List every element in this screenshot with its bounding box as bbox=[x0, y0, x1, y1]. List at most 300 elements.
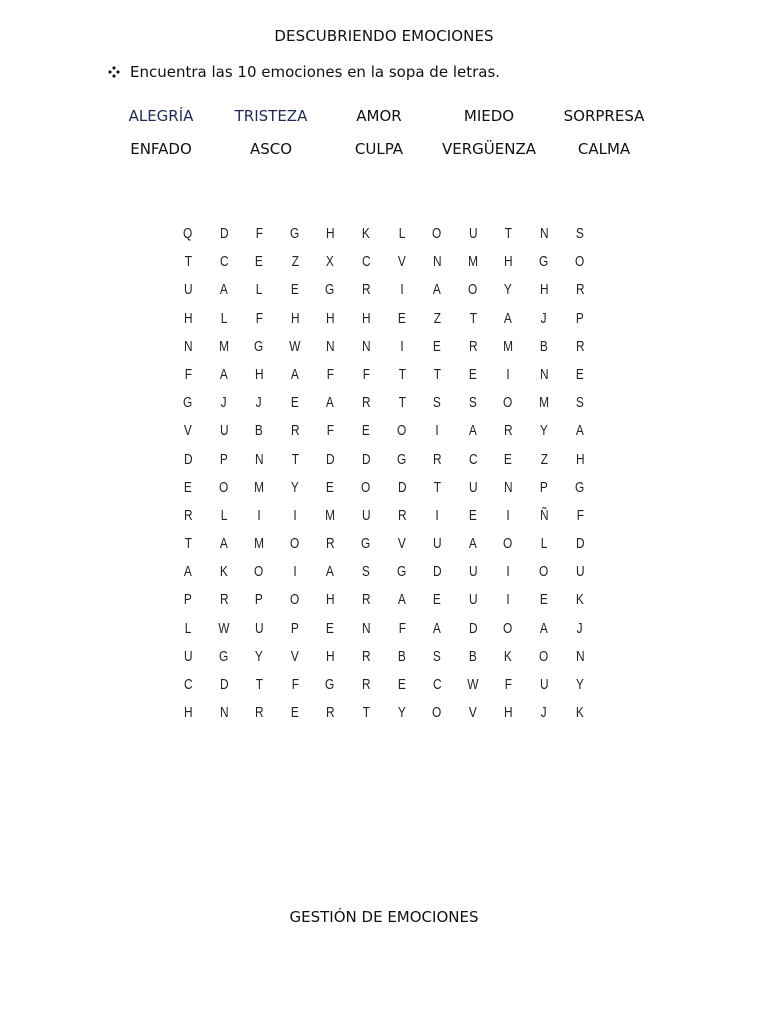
grid-cell[interactable] bbox=[498, 673, 518, 697]
grid-letter: S bbox=[576, 226, 584, 242]
word-bank-row-2 bbox=[0, 140, 768, 160]
instruction-text: Encuentra las 10 emociones en la sopa de letras. bbox=[130, 63, 501, 81]
grid-cell[interactable] bbox=[498, 504, 518, 528]
grid-letter: G bbox=[397, 451, 407, 468]
grid-cell[interactable] bbox=[534, 560, 554, 584]
grid-cell[interactable] bbox=[320, 701, 340, 725]
grid-cell[interactable] bbox=[320, 278, 340, 302]
grid-cell[interactable] bbox=[356, 588, 376, 612]
grid-cell[interactable] bbox=[285, 701, 305, 725]
grid-cell[interactable] bbox=[356, 448, 376, 472]
grid-cell[interactable] bbox=[570, 532, 590, 556]
grid-cell[interactable] bbox=[534, 476, 554, 500]
grid-letter: W bbox=[289, 338, 301, 355]
grid-cell[interactable] bbox=[427, 335, 447, 359]
grid-cell[interactable] bbox=[214, 504, 234, 528]
grid-cell[interactable] bbox=[427, 588, 447, 612]
grid-letter: N bbox=[219, 705, 229, 722]
grid-letter: M bbox=[254, 536, 264, 553]
grid-letter: I bbox=[506, 564, 510, 581]
grid-cell[interactable] bbox=[498, 560, 518, 584]
grid-cell[interactable] bbox=[534, 588, 554, 612]
grid-row bbox=[170, 476, 600, 504]
grid-cell[interactable] bbox=[463, 307, 483, 331]
grid-cell[interactable] bbox=[570, 250, 590, 274]
grid-letter: D bbox=[361, 451, 371, 468]
grid-cell[interactable] bbox=[285, 617, 305, 641]
grid-cell[interactable] bbox=[498, 588, 518, 612]
grid-cell[interactable] bbox=[392, 701, 412, 725]
grid-letter: U bbox=[539, 677, 549, 693]
page-title: DESCUBRIENDO EMOCIONES bbox=[274, 27, 494, 45]
grid-cell[interactable] bbox=[570, 504, 590, 528]
grid-letter: F bbox=[184, 366, 192, 383]
grid-cell[interactable] bbox=[570, 560, 590, 584]
grid-cell[interactable] bbox=[392, 673, 412, 697]
grid-cell[interactable] bbox=[463, 335, 483, 359]
grid-cell[interactable] bbox=[214, 335, 234, 359]
grid-cell[interactable] bbox=[498, 278, 518, 302]
grid-cell[interactable] bbox=[570, 363, 590, 387]
grid-letter: H bbox=[325, 226, 335, 242]
grid-cell[interactable] bbox=[534, 278, 554, 302]
grid-cell[interactable] bbox=[534, 250, 554, 274]
grid-cell[interactable] bbox=[178, 588, 198, 612]
grid-cell[interactable] bbox=[214, 588, 234, 612]
grid-cell[interactable] bbox=[320, 335, 340, 359]
grid-cell[interactable] bbox=[534, 335, 554, 359]
grid-cell[interactable] bbox=[285, 673, 305, 697]
grid-letter: T bbox=[504, 226, 512, 242]
grid-cell[interactable] bbox=[320, 448, 340, 472]
grid-cell[interactable] bbox=[285, 504, 305, 528]
grid-cell[interactable] bbox=[249, 278, 269, 302]
grid-cell[interactable] bbox=[356, 476, 376, 500]
word-calma: CALMA bbox=[577, 140, 631, 158]
grid-cell[interactable] bbox=[356, 250, 376, 274]
grid-letter: R bbox=[183, 507, 193, 524]
grid-cell[interactable] bbox=[427, 448, 447, 472]
grid-letter: F bbox=[255, 226, 263, 242]
grid-cell[interactable] bbox=[249, 476, 269, 500]
grid-cell[interactable] bbox=[285, 476, 305, 500]
grid-cell[interactable] bbox=[463, 250, 483, 274]
grid-cell[interactable] bbox=[427, 307, 447, 331]
grid-cell[interactable] bbox=[249, 645, 269, 669]
grid-letter: L bbox=[255, 282, 263, 299]
grid-cell[interactable] bbox=[178, 391, 198, 415]
grid-cell[interactable] bbox=[320, 391, 340, 415]
grid-cell[interactable] bbox=[463, 278, 483, 302]
grid-letter: C bbox=[219, 254, 229, 271]
grid-letter: C bbox=[183, 677, 193, 693]
grid-letter: I bbox=[435, 423, 439, 440]
grid-cell[interactable] bbox=[285, 448, 305, 472]
grid-cell[interactable] bbox=[534, 448, 554, 472]
grid-letter: E bbox=[326, 620, 334, 637]
grid-cell[interactable] bbox=[534, 673, 554, 697]
word-alegria: ALEGRÍA bbox=[128, 107, 194, 125]
grid-cell[interactable] bbox=[214, 476, 234, 500]
grid-cell[interactable] bbox=[249, 673, 269, 697]
grid-cell[interactable] bbox=[463, 419, 483, 443]
grid-cell[interactable] bbox=[427, 363, 447, 387]
grid-letter: I bbox=[435, 507, 439, 524]
grid-cell[interactable] bbox=[214, 278, 234, 302]
grid-letter: O bbox=[432, 705, 442, 722]
grid-cell[interactable] bbox=[570, 701, 590, 725]
grid-cell[interactable] bbox=[178, 363, 198, 387]
grid-cell[interactable] bbox=[249, 504, 269, 528]
grid-letter: H bbox=[325, 592, 335, 609]
grid-cell[interactable] bbox=[285, 307, 305, 331]
grid-cell[interactable] bbox=[392, 419, 412, 443]
grid-cell[interactable] bbox=[463, 448, 483, 472]
grid-cell[interactable] bbox=[427, 391, 447, 415]
grid-letter: N bbox=[361, 338, 371, 355]
grid-letter: Y bbox=[576, 677, 584, 693]
grid-cell[interactable] bbox=[534, 617, 554, 641]
grid-cell[interactable] bbox=[356, 701, 376, 725]
grid-cell[interactable] bbox=[534, 391, 554, 415]
grid-cell[interactable] bbox=[534, 363, 554, 387]
grid-cell[interactable] bbox=[320, 560, 340, 584]
grid-letter: N bbox=[432, 254, 442, 271]
grid-cell[interactable] bbox=[178, 419, 198, 443]
grid-cell[interactable] bbox=[285, 222, 305, 246]
grid-cell[interactable] bbox=[392, 448, 412, 472]
grid-cell[interactable] bbox=[178, 617, 198, 641]
grid-cell[interactable] bbox=[427, 617, 447, 641]
grid-cell[interactable] bbox=[392, 645, 412, 669]
grid-letter: A bbox=[504, 310, 512, 327]
grid-letter: N bbox=[539, 226, 549, 242]
grid-cell[interactable] bbox=[285, 335, 305, 359]
grid-cell[interactable] bbox=[356, 532, 376, 556]
grid-letter: P bbox=[184, 592, 192, 609]
grid-cell[interactable] bbox=[392, 391, 412, 415]
grid-cell[interactable] bbox=[214, 560, 234, 584]
grid-letter: O bbox=[539, 564, 549, 581]
grid-cell[interactable] bbox=[249, 391, 269, 415]
grid-row bbox=[170, 588, 600, 616]
grid-cell[interactable] bbox=[463, 588, 483, 612]
grid-cell[interactable] bbox=[178, 532, 198, 556]
grid-cell[interactable] bbox=[214, 363, 234, 387]
grid-cell[interactable] bbox=[320, 617, 340, 641]
grid-cell[interactable] bbox=[427, 278, 447, 302]
grid-cell[interactable] bbox=[392, 222, 412, 246]
grid-cell[interactable] bbox=[356, 560, 376, 584]
grid-cell[interactable] bbox=[463, 222, 483, 246]
grid-letter: D bbox=[432, 564, 442, 581]
grid-cell[interactable] bbox=[534, 222, 554, 246]
grid-letter: V bbox=[184, 423, 192, 440]
grid-cell[interactable] bbox=[427, 560, 447, 584]
grid-letter: E bbox=[398, 677, 406, 693]
grid-cell[interactable] bbox=[392, 617, 412, 641]
grid-letter: T bbox=[184, 254, 192, 271]
grid-cell[interactable] bbox=[320, 476, 340, 500]
grid-cell[interactable] bbox=[249, 419, 269, 443]
grid-letter: R bbox=[397, 507, 407, 524]
grid-cell[interactable] bbox=[463, 617, 483, 641]
grid-cell[interactable] bbox=[320, 532, 340, 556]
grid-letter: C bbox=[432, 677, 442, 693]
grid-cell[interactable] bbox=[463, 560, 483, 584]
grid-cell[interactable] bbox=[570, 335, 590, 359]
grid-cell[interactable] bbox=[249, 335, 269, 359]
grid-cell[interactable] bbox=[498, 617, 518, 641]
grid-cell[interactable] bbox=[249, 307, 269, 331]
grid-letter: O bbox=[290, 592, 300, 609]
grid-cell[interactable] bbox=[570, 476, 590, 500]
grid-cell[interactable] bbox=[356, 645, 376, 669]
grid-letter: W bbox=[467, 677, 479, 693]
grid-cell[interactable] bbox=[427, 504, 447, 528]
grid-cell[interactable] bbox=[249, 532, 269, 556]
grid-letter: M bbox=[503, 338, 513, 355]
grid-cell[interactable] bbox=[356, 617, 376, 641]
grid-letter: I bbox=[506, 507, 510, 524]
grid-letter: A bbox=[184, 564, 192, 581]
grid-cell[interactable] bbox=[498, 448, 518, 472]
grid-cell[interactable] bbox=[356, 673, 376, 697]
grid-cell[interactable] bbox=[178, 476, 198, 500]
grid-row bbox=[170, 532, 600, 560]
grid-cell[interactable] bbox=[498, 701, 518, 725]
word-sorpresa: SORPRESA bbox=[563, 107, 645, 125]
grid-cell[interactable] bbox=[570, 391, 590, 415]
grid-cell[interactable] bbox=[534, 504, 554, 528]
grid-cell[interactable] bbox=[214, 701, 234, 725]
grid-cell[interactable] bbox=[249, 588, 269, 612]
grid-cell[interactable] bbox=[570, 278, 590, 302]
grid-cell[interactable] bbox=[534, 532, 554, 556]
grid-cell[interactable] bbox=[356, 504, 376, 528]
grid-cell[interactable] bbox=[178, 504, 198, 528]
grid-cell[interactable] bbox=[178, 701, 198, 725]
grid-cell[interactable] bbox=[285, 250, 305, 274]
grid-letter: K bbox=[576, 592, 584, 609]
grid-cell[interactable] bbox=[356, 363, 376, 387]
grid-cell[interactable] bbox=[427, 645, 447, 669]
grid-cell[interactable] bbox=[214, 391, 234, 415]
grid-cell[interactable] bbox=[570, 448, 590, 472]
grid-cell[interactable] bbox=[392, 504, 412, 528]
grid-cell[interactable] bbox=[570, 673, 590, 697]
grid-cell[interactable] bbox=[498, 363, 518, 387]
grid-cell[interactable] bbox=[214, 419, 234, 443]
grid-cell[interactable] bbox=[498, 222, 518, 246]
grid-cell[interactable] bbox=[392, 588, 412, 612]
grid-cell[interactable] bbox=[356, 391, 376, 415]
instruction bbox=[107, 63, 500, 81]
grid-letter: M bbox=[254, 479, 264, 496]
grid-cell[interactable] bbox=[392, 363, 412, 387]
grid-cell[interactable] bbox=[570, 419, 590, 443]
grid-cell[interactable] bbox=[392, 560, 412, 584]
grid-letter: E bbox=[362, 423, 370, 440]
grid-cell[interactable] bbox=[320, 673, 340, 697]
grid-cell[interactable] bbox=[178, 335, 198, 359]
grid-cell[interactable] bbox=[427, 222, 447, 246]
grid-cell[interactable] bbox=[498, 391, 518, 415]
grid-cell[interactable] bbox=[392, 335, 412, 359]
grid-cell[interactable] bbox=[249, 560, 269, 584]
grid-letter: C bbox=[361, 254, 371, 271]
grid-cell[interactable] bbox=[285, 645, 305, 669]
grid-cell[interactable] bbox=[463, 645, 483, 669]
grid-cell[interactable] bbox=[285, 391, 305, 415]
grid-cell[interactable] bbox=[356, 335, 376, 359]
grid-cell[interactable] bbox=[214, 448, 234, 472]
grid-letter: G bbox=[325, 282, 335, 299]
grid-letter: F bbox=[255, 310, 263, 327]
grid-cell[interactable] bbox=[392, 307, 412, 331]
grid-letter: U bbox=[468, 226, 478, 242]
grid-cell[interactable] bbox=[498, 307, 518, 331]
grid-letter: T bbox=[362, 705, 370, 722]
grid-cell[interactable] bbox=[534, 419, 554, 443]
grid-letter: O bbox=[219, 479, 229, 496]
grid-letter: I bbox=[293, 507, 297, 524]
grid-cell[interactable] bbox=[498, 645, 518, 669]
grid-cell[interactable] bbox=[534, 307, 554, 331]
grid-cell[interactable] bbox=[214, 617, 234, 641]
grid-cell[interactable] bbox=[463, 504, 483, 528]
grid-letter: M bbox=[325, 507, 335, 524]
grid-letter: U bbox=[468, 592, 478, 609]
grid-cell[interactable] bbox=[285, 588, 305, 612]
grid-cell[interactable] bbox=[178, 307, 198, 331]
grid-letter: E bbox=[504, 451, 512, 468]
grid-cell[interactable] bbox=[320, 363, 340, 387]
grid-cell[interactable] bbox=[427, 419, 447, 443]
grid-cell[interactable] bbox=[178, 448, 198, 472]
grid-cell[interactable] bbox=[427, 532, 447, 556]
grid-cell[interactable] bbox=[249, 701, 269, 725]
grid-cell[interactable] bbox=[214, 307, 234, 331]
grid-cell[interactable] bbox=[427, 476, 447, 500]
grid-row bbox=[170, 307, 600, 335]
grid-row bbox=[170, 448, 600, 476]
grid-cell[interactable] bbox=[178, 560, 198, 584]
grid-letter: R bbox=[325, 705, 335, 722]
grid-letter: Y bbox=[291, 479, 299, 496]
grid-letter: R bbox=[468, 338, 478, 355]
grid-cell[interactable] bbox=[320, 645, 340, 669]
grid-cell[interactable] bbox=[392, 278, 412, 302]
grid-cell[interactable] bbox=[320, 504, 340, 528]
grid-letter: O bbox=[432, 226, 442, 242]
grid-cell[interactable] bbox=[249, 448, 269, 472]
grid-letter: S bbox=[362, 564, 370, 581]
grid-cell[interactable] bbox=[570, 617, 590, 641]
grid-cell[interactable] bbox=[534, 645, 554, 669]
grid-cell[interactable] bbox=[570, 588, 590, 612]
grid-cell[interactable] bbox=[320, 419, 340, 443]
grid-cell[interactable] bbox=[463, 363, 483, 387]
grid-cell[interactable] bbox=[249, 250, 269, 274]
grid-letter: R bbox=[254, 705, 264, 722]
word-culpa: CULPA bbox=[354, 140, 404, 158]
grid-cell[interactable] bbox=[498, 532, 518, 556]
grid-cell[interactable] bbox=[392, 250, 412, 274]
grid-cell[interactable] bbox=[427, 673, 447, 697]
grid-cell[interactable] bbox=[214, 645, 234, 669]
grid-cell[interactable] bbox=[498, 335, 518, 359]
grid-cell[interactable] bbox=[570, 645, 590, 669]
grid-cell[interactable] bbox=[178, 278, 198, 302]
grid-cell[interactable] bbox=[249, 363, 269, 387]
grid-letter: A bbox=[433, 282, 441, 299]
grid-letter: T bbox=[469, 310, 477, 327]
grid-cell[interactable] bbox=[249, 222, 269, 246]
grid-cell[interactable] bbox=[356, 419, 376, 443]
grid-cell[interactable] bbox=[427, 701, 447, 725]
grid-letter: Y bbox=[504, 282, 512, 299]
grid-cell[interactable] bbox=[498, 476, 518, 500]
grid-cell[interactable] bbox=[570, 222, 590, 246]
grid-cell[interactable] bbox=[285, 532, 305, 556]
grid-cell[interactable] bbox=[178, 645, 198, 669]
grid-cell[interactable] bbox=[356, 278, 376, 302]
grid-cell[interactable] bbox=[320, 588, 340, 612]
grid-letter: V bbox=[398, 254, 406, 271]
grid-cell[interactable] bbox=[463, 391, 483, 415]
grid-cell[interactable] bbox=[570, 307, 590, 331]
grid-cell[interactable] bbox=[178, 250, 198, 274]
grid-cell[interactable] bbox=[463, 673, 483, 697]
grid-letter: I bbox=[400, 282, 404, 299]
grid-cell[interactable] bbox=[498, 250, 518, 274]
grid-letter: N bbox=[183, 338, 193, 355]
grid-cell[interactable] bbox=[249, 617, 269, 641]
grid-cell[interactable] bbox=[534, 701, 554, 725]
grid-row bbox=[170, 701, 600, 729]
grid-cell[interactable] bbox=[463, 476, 483, 500]
grid-cell[interactable] bbox=[498, 419, 518, 443]
grid-letter: R bbox=[361, 282, 371, 299]
grid-letter: D bbox=[183, 451, 193, 468]
grid-letter: Y bbox=[398, 705, 406, 722]
grid-cell[interactable] bbox=[320, 222, 340, 246]
grid-cell[interactable] bbox=[214, 673, 234, 697]
grid-cell[interactable] bbox=[285, 363, 305, 387]
grid-letter: G bbox=[397, 564, 407, 581]
grid-cell[interactable] bbox=[320, 307, 340, 331]
grid-cell[interactable] bbox=[214, 250, 234, 274]
grid-cell[interactable] bbox=[214, 532, 234, 556]
grid-cell[interactable] bbox=[178, 673, 198, 697]
grid-cell[interactable] bbox=[285, 419, 305, 443]
grid-letter: K bbox=[220, 564, 228, 581]
grid-cell[interactable] bbox=[463, 532, 483, 556]
grid-cell[interactable] bbox=[392, 476, 412, 500]
grid-cell[interactable] bbox=[392, 532, 412, 556]
grid-cell[interactable] bbox=[356, 222, 376, 246]
grid-cell[interactable] bbox=[285, 560, 305, 584]
grid-cell[interactable] bbox=[285, 278, 305, 302]
grid-cell[interactable] bbox=[356, 307, 376, 331]
grid-cell[interactable] bbox=[214, 222, 234, 246]
grid-cell[interactable] bbox=[463, 701, 483, 725]
grid-cell[interactable] bbox=[427, 250, 447, 274]
grid-cell[interactable] bbox=[178, 222, 198, 246]
grid-cell[interactable] bbox=[320, 250, 340, 274]
grid-letter: T bbox=[398, 366, 406, 383]
